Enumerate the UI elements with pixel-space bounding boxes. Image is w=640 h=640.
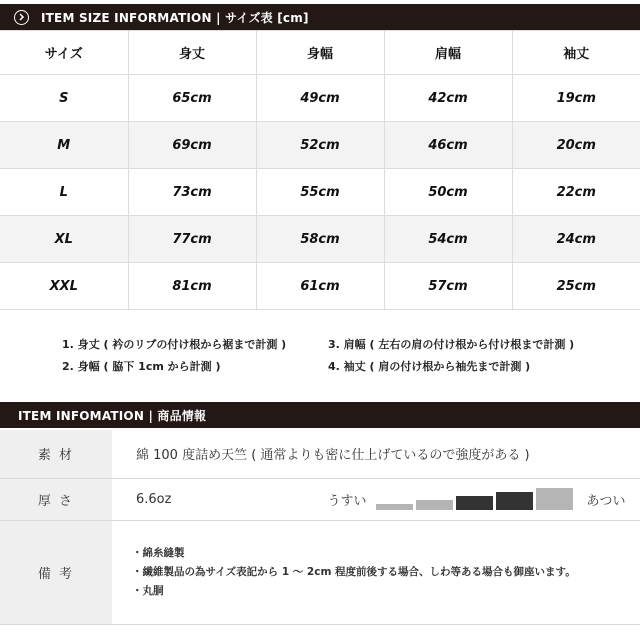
thickness-level-bar bbox=[496, 492, 533, 510]
sleeve-cell: 22cm bbox=[512, 169, 640, 216]
remarks-list bbox=[132, 544, 640, 601]
length-cell: 77cm bbox=[128, 216, 256, 263]
width-cell: 61cm bbox=[256, 263, 384, 310]
note-width: 2. 身幅 ( 脇下 1cm から計測 ) bbox=[62, 360, 221, 373]
length-cell: 73cm bbox=[128, 169, 256, 216]
material-row bbox=[0, 430, 640, 478]
item-info-table bbox=[0, 430, 640, 625]
remarks-row bbox=[0, 520, 640, 624]
table-row bbox=[0, 122, 640, 169]
remark-item: ・繊維製品の為サイズ表記から 1 ～ 2cm 程度前後する場合、しわ等ある場合も御座います。 bbox=[132, 565, 576, 578]
size-table-header-row bbox=[0, 31, 640, 75]
size-cell: XXL bbox=[0, 263, 128, 310]
sleeve-cell: 20cm bbox=[512, 122, 640, 169]
thickness-level-bar bbox=[456, 496, 493, 510]
shoulder-cell: 46cm bbox=[384, 122, 512, 169]
table-row bbox=[0, 263, 640, 310]
remarks-cell bbox=[112, 520, 640, 624]
sleeve-cell: 25cm bbox=[512, 263, 640, 310]
column-header-shoulder: 肩幅 bbox=[384, 31, 512, 75]
thickness-level-bar bbox=[416, 500, 453, 510]
thickness-bars bbox=[376, 488, 576, 510]
thickness-level-bar bbox=[376, 504, 413, 510]
remark-item: ・綿糸縫製 bbox=[132, 546, 185, 559]
note-length: 1. 身丈 ( 衿のリブの付け根から裾まで計測 ) bbox=[62, 338, 287, 351]
shoulder-cell: 57cm bbox=[384, 263, 512, 310]
length-cell: 65cm bbox=[128, 75, 256, 122]
thick-label: あつい bbox=[586, 493, 626, 509]
size-cell: L bbox=[0, 169, 128, 216]
width-cell: 49cm bbox=[256, 75, 384, 122]
column-header-width: 身幅 bbox=[256, 31, 384, 75]
size-cell: S bbox=[0, 75, 128, 122]
material-label: 素 材 bbox=[0, 430, 112, 478]
sleeve-cell: 19cm bbox=[512, 75, 640, 122]
table-row bbox=[0, 216, 640, 263]
size-table bbox=[0, 30, 640, 310]
size-info-title: ITEM SIZE INFORMATION | サイズ表 [cm] bbox=[41, 10, 309, 25]
remarks-label: 備 考 bbox=[0, 520, 112, 624]
size-cell: M bbox=[0, 122, 128, 169]
item-info-title: ITEM INFOMATION | 商品情報 bbox=[18, 408, 207, 423]
length-cell: 69cm bbox=[128, 122, 256, 169]
size-cell: XL bbox=[0, 216, 128, 263]
column-header-length: 身丈 bbox=[128, 31, 256, 75]
table-row bbox=[0, 75, 640, 122]
remark-item: ・丸胴 bbox=[132, 584, 164, 597]
thickness-label: 厚 さ bbox=[0, 478, 112, 520]
thickness-scale bbox=[327, 488, 625, 510]
note-shoulder: 3. 肩幅 ( 左右の肩の付け根から付け根まで計測 ) bbox=[328, 338, 575, 351]
sleeve-cell: 24cm bbox=[512, 216, 640, 263]
note-sleeve: 4. 袖丈 ( 肩の付け根から袖先まで計測 ) bbox=[328, 360, 531, 373]
width-cell: 52cm bbox=[256, 122, 384, 169]
item-info-header bbox=[0, 402, 640, 428]
thickness-content bbox=[136, 488, 640, 510]
table-row bbox=[0, 169, 640, 216]
shoulder-cell: 42cm bbox=[384, 75, 512, 122]
thin-label: うすい bbox=[327, 493, 367, 509]
thickness-value: 6.6oz bbox=[136, 491, 172, 507]
shoulder-cell: 54cm bbox=[384, 216, 512, 263]
column-header-sleeve: 袖丈 bbox=[512, 31, 640, 75]
thickness-row bbox=[0, 478, 640, 520]
length-cell: 81cm bbox=[128, 263, 256, 310]
width-cell: 58cm bbox=[256, 216, 384, 263]
thickness-level-bar bbox=[536, 488, 573, 510]
size-info-header bbox=[0, 4, 640, 30]
thickness-cell bbox=[112, 478, 640, 520]
width-cell: 55cm bbox=[256, 169, 384, 216]
chevron-right-icon bbox=[14, 10, 29, 25]
column-header-size: サイズ bbox=[0, 31, 128, 75]
material-value: 綿 100 度詰め天竺 ( 通常よりも密に仕上げているので強度がある ) bbox=[112, 430, 640, 478]
shoulder-cell: 50cm bbox=[384, 169, 512, 216]
